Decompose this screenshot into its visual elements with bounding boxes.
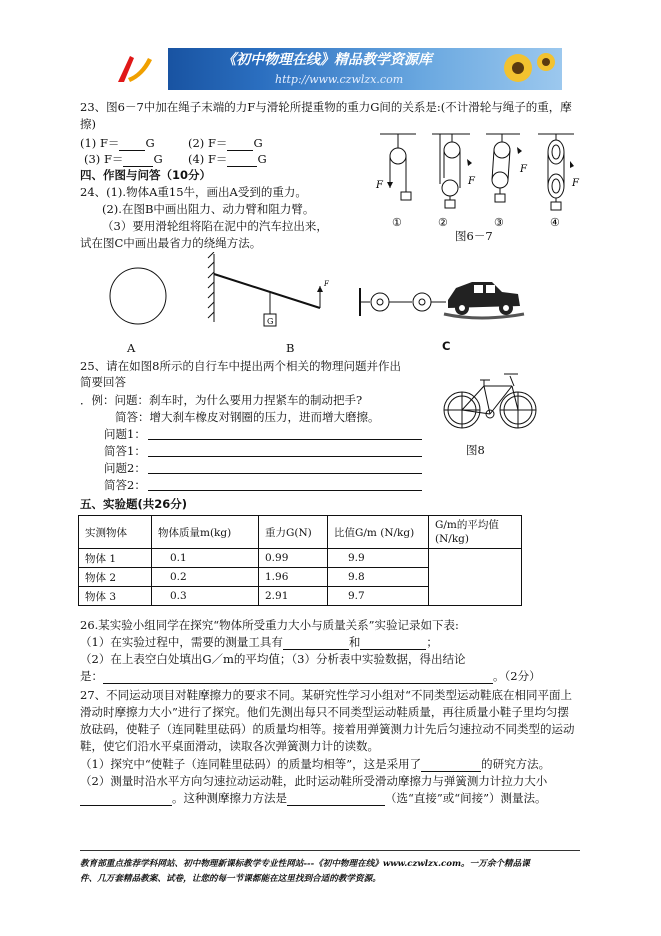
- q25-example-question: ．例：问题：刹车时，为什么要用力捏紧车的制动把手?: [80, 393, 363, 407]
- q26-line1: 26.某实验小组同学在探究“物体所受重力大小与质量关系”实验记录如下表:: [80, 618, 459, 632]
- q23-item2-blank[interactable]: [227, 138, 253, 151]
- average-blank-cell[interactable]: [429, 549, 522, 606]
- q26-line2-c: ；: [426, 635, 438, 649]
- fig-c-label: C: [442, 339, 451, 353]
- q25-q1-label: 问题1：: [104, 427, 146, 441]
- q23-item1: [80, 135, 155, 151]
- footer-line2: 件、几万套精品教案、试卷，让您的每一节课都能在这里找到合适的教学资源。: [80, 874, 381, 884]
- q26-conclusion-blank[interactable]: [103, 671, 493, 684]
- q25-a1-answer-line[interactable]: [148, 456, 422, 457]
- banner-url: http://www.czwlzx.com: [275, 73, 404, 86]
- pulley-label-3: ③: [494, 216, 504, 229]
- q24-line3: （3）要用滑轮组将陷在泥中的汽车拉出来，: [102, 219, 328, 233]
- q23-line2: 擦): [80, 117, 96, 131]
- row2-mass: 0.2: [152, 568, 259, 587]
- car-icon: [444, 282, 524, 318]
- row2-ratio: 9.8: [328, 568, 429, 587]
- q27-method-blank[interactable]: [421, 759, 481, 772]
- fig6-7-caption: 图6－7: [455, 229, 493, 243]
- pulley-figure: [370, 128, 590, 236]
- q27-line7: [80, 790, 547, 806]
- q25-a2-label: 简答2：: [104, 478, 146, 492]
- experiment-table: [78, 515, 522, 606]
- q27-line2: 滑动时摩擦力大小”进行了探究。他们先测出每只不同类型运动鞋质量，再往质量小鞋子里均匀摆: [80, 705, 569, 719]
- q23-item4-blank[interactable]: [227, 154, 257, 167]
- q24-figures: [100, 252, 530, 344]
- lever-force-label: F: [324, 280, 329, 288]
- header-average-text: G/m的平均值: [435, 519, 499, 531]
- q23-line1: 23、图6－7中加在绳子末端的力F与滑轮所提重物的重力G间的关系是:(不计滑轮与绳子的重，摩: [80, 100, 572, 114]
- row1-ratio: 9.9: [328, 549, 429, 568]
- fig8-caption: 图8: [466, 443, 485, 457]
- pulley4-force: F: [572, 178, 579, 189]
- q27-line1: 27、不同运动项目对鞋摩擦力的要求不同。某研究性学习小组对“不同类型运动鞋底在相同平面上: [80, 688, 573, 702]
- row1-mass: 0.1: [152, 549, 259, 568]
- bicycle-icon: [440, 364, 540, 438]
- header-ratio: 比值G/m (N/kg): [328, 516, 429, 549]
- q23-item2-label: (2) F＝: [188, 136, 228, 150]
- section5-title: 五、实验题(共26分): [80, 497, 188, 511]
- q25-line1: 25、请在如图8所示的自行车中提出两个相关的物理问题并作出: [80, 359, 401, 373]
- row3-ratio: 9.7: [328, 587, 429, 606]
- fig-a-label: A: [127, 341, 136, 355]
- q27-line5: [80, 756, 550, 772]
- q26-line2-a: （1）在实验过程中，需要的测量工具有: [80, 635, 283, 649]
- q24-line2: (2).在图B中画出阻力、动力臂和阻力臂。: [102, 202, 315, 216]
- row1-weight: 0.99: [259, 549, 328, 568]
- q27-line7-a: 。这种测摩擦力方法是: [172, 791, 287, 805]
- row2-object: 物体 2: [79, 568, 152, 587]
- q25-q2-answer-line[interactable]: [148, 473, 422, 474]
- header-weight: 重力G(N): [259, 516, 328, 549]
- q27-line5-b: 的研究方法。: [481, 757, 551, 771]
- pulley1-force: F: [376, 180, 383, 191]
- q27-line7-b: （选“直接”或“间接”）测量法。: [385, 791, 547, 805]
- q26-line4-b: 。（2分）: [493, 669, 541, 683]
- table-row: [79, 549, 522, 568]
- q23-item1-unit: G: [145, 136, 155, 150]
- footer-divider: [80, 850, 580, 851]
- q23-item3-blank[interactable]: [123, 154, 153, 167]
- q25-line2: 简要回答: [80, 375, 126, 389]
- row3-mass: 0.3: [152, 587, 259, 606]
- q23-item3-label: (3) F＝: [84, 152, 124, 166]
- header-average-unit: (N/kg): [435, 533, 470, 545]
- q23-item1-blank[interactable]: [119, 138, 145, 151]
- q23-item3: [84, 151, 163, 167]
- q24-line4: 试在图C中画出最省力的绕绳方法。: [80, 236, 262, 250]
- pulley-label-4: ④: [550, 216, 560, 229]
- q27-relation-blank[interactable]: [80, 793, 172, 806]
- q26-line2: [80, 634, 438, 650]
- q23-item2-unit: G: [253, 136, 263, 150]
- q25-a1-label: 简答1：: [104, 444, 146, 458]
- fig-b-label: B: [286, 341, 295, 355]
- table-header-row: [79, 516, 522, 549]
- q23-item4-label: (4) F＝: [188, 152, 228, 166]
- q25-example-answer: 简答：增大刹车橡皮对钢圈的压力，进而增大磨擦。: [115, 410, 380, 424]
- header-mass: 物体质量m(kg): [152, 516, 259, 549]
- q25-q2-label: 问题2：: [104, 461, 146, 475]
- pulley-label-2: ②: [438, 216, 448, 229]
- q23-item4-unit: G: [257, 152, 267, 166]
- q27-line5-a: （1）探究中“使鞋子（连同鞋里砝码）的质量均相等”，这是采用了: [80, 757, 422, 771]
- q27-line6: （2）测量时沿水平方向匀速拉动运动鞋，此时运动鞋所受滑动摩擦力与弹簧测力计拉力大小: [80, 774, 548, 788]
- lever-weight-label: G: [267, 317, 274, 326]
- row2-weight: 1.96: [259, 568, 328, 587]
- footer-line1: 教育部重点推荐学科网站、初中物理新课标教学专业性网站---《初中物理在线》www.czwlzx.com。一万余个精品课: [80, 859, 530, 869]
- q27-line4: 鞋，使它们沿水平桌面滑动，读取各次弹簧测力计的读数。: [80, 739, 379, 753]
- row3-weight: 2.91: [259, 587, 328, 606]
- q23-item4: [188, 151, 267, 167]
- section4-title: 四、作图与问答（10分）: [80, 168, 212, 182]
- pulley2-force: F: [468, 176, 475, 187]
- pulley-label-1: ①: [392, 216, 402, 229]
- q26-tool2-blank[interactable]: [360, 637, 426, 650]
- q23-item1-label: (1) F＝: [80, 136, 120, 150]
- q25-a2-answer-line[interactable]: [148, 490, 422, 491]
- row3-object: 物体 3: [79, 587, 152, 606]
- q27-line3: 放砝码，使鞋子（连同鞋里砝码）的质量均相等。接着用弹簧测力计先后匀速拉动不同类型的运动: [80, 722, 575, 736]
- pulley3-force: F: [520, 164, 527, 175]
- q26-line4-a: 是：: [80, 669, 103, 683]
- row1-object: 物体 1: [79, 549, 152, 568]
- q23-item2: [188, 135, 263, 151]
- banner-title: 《初中物理在线》精品教学资源库: [222, 52, 432, 68]
- q24-line1: 24、(1).物体A重15牛，画出A受到的重力。: [80, 185, 307, 199]
- q27-measure-blank[interactable]: [287, 793, 385, 806]
- header-banner: [100, 48, 562, 90]
- q26-tool1-blank[interactable]: [283, 637, 349, 650]
- q23-item3-unit: G: [153, 152, 163, 166]
- header-object: 实测物体: [79, 516, 152, 549]
- q25-q1-answer-line[interactable]: [148, 439, 422, 440]
- q26-line2-b: 和: [348, 635, 361, 649]
- q26-line3: （2）在上表空白处填出G／m的平均值；（3）分析表中实验数据，得出结论: [80, 652, 466, 666]
- q26-line4: [80, 668, 541, 684]
- header-average: [429, 516, 522, 549]
